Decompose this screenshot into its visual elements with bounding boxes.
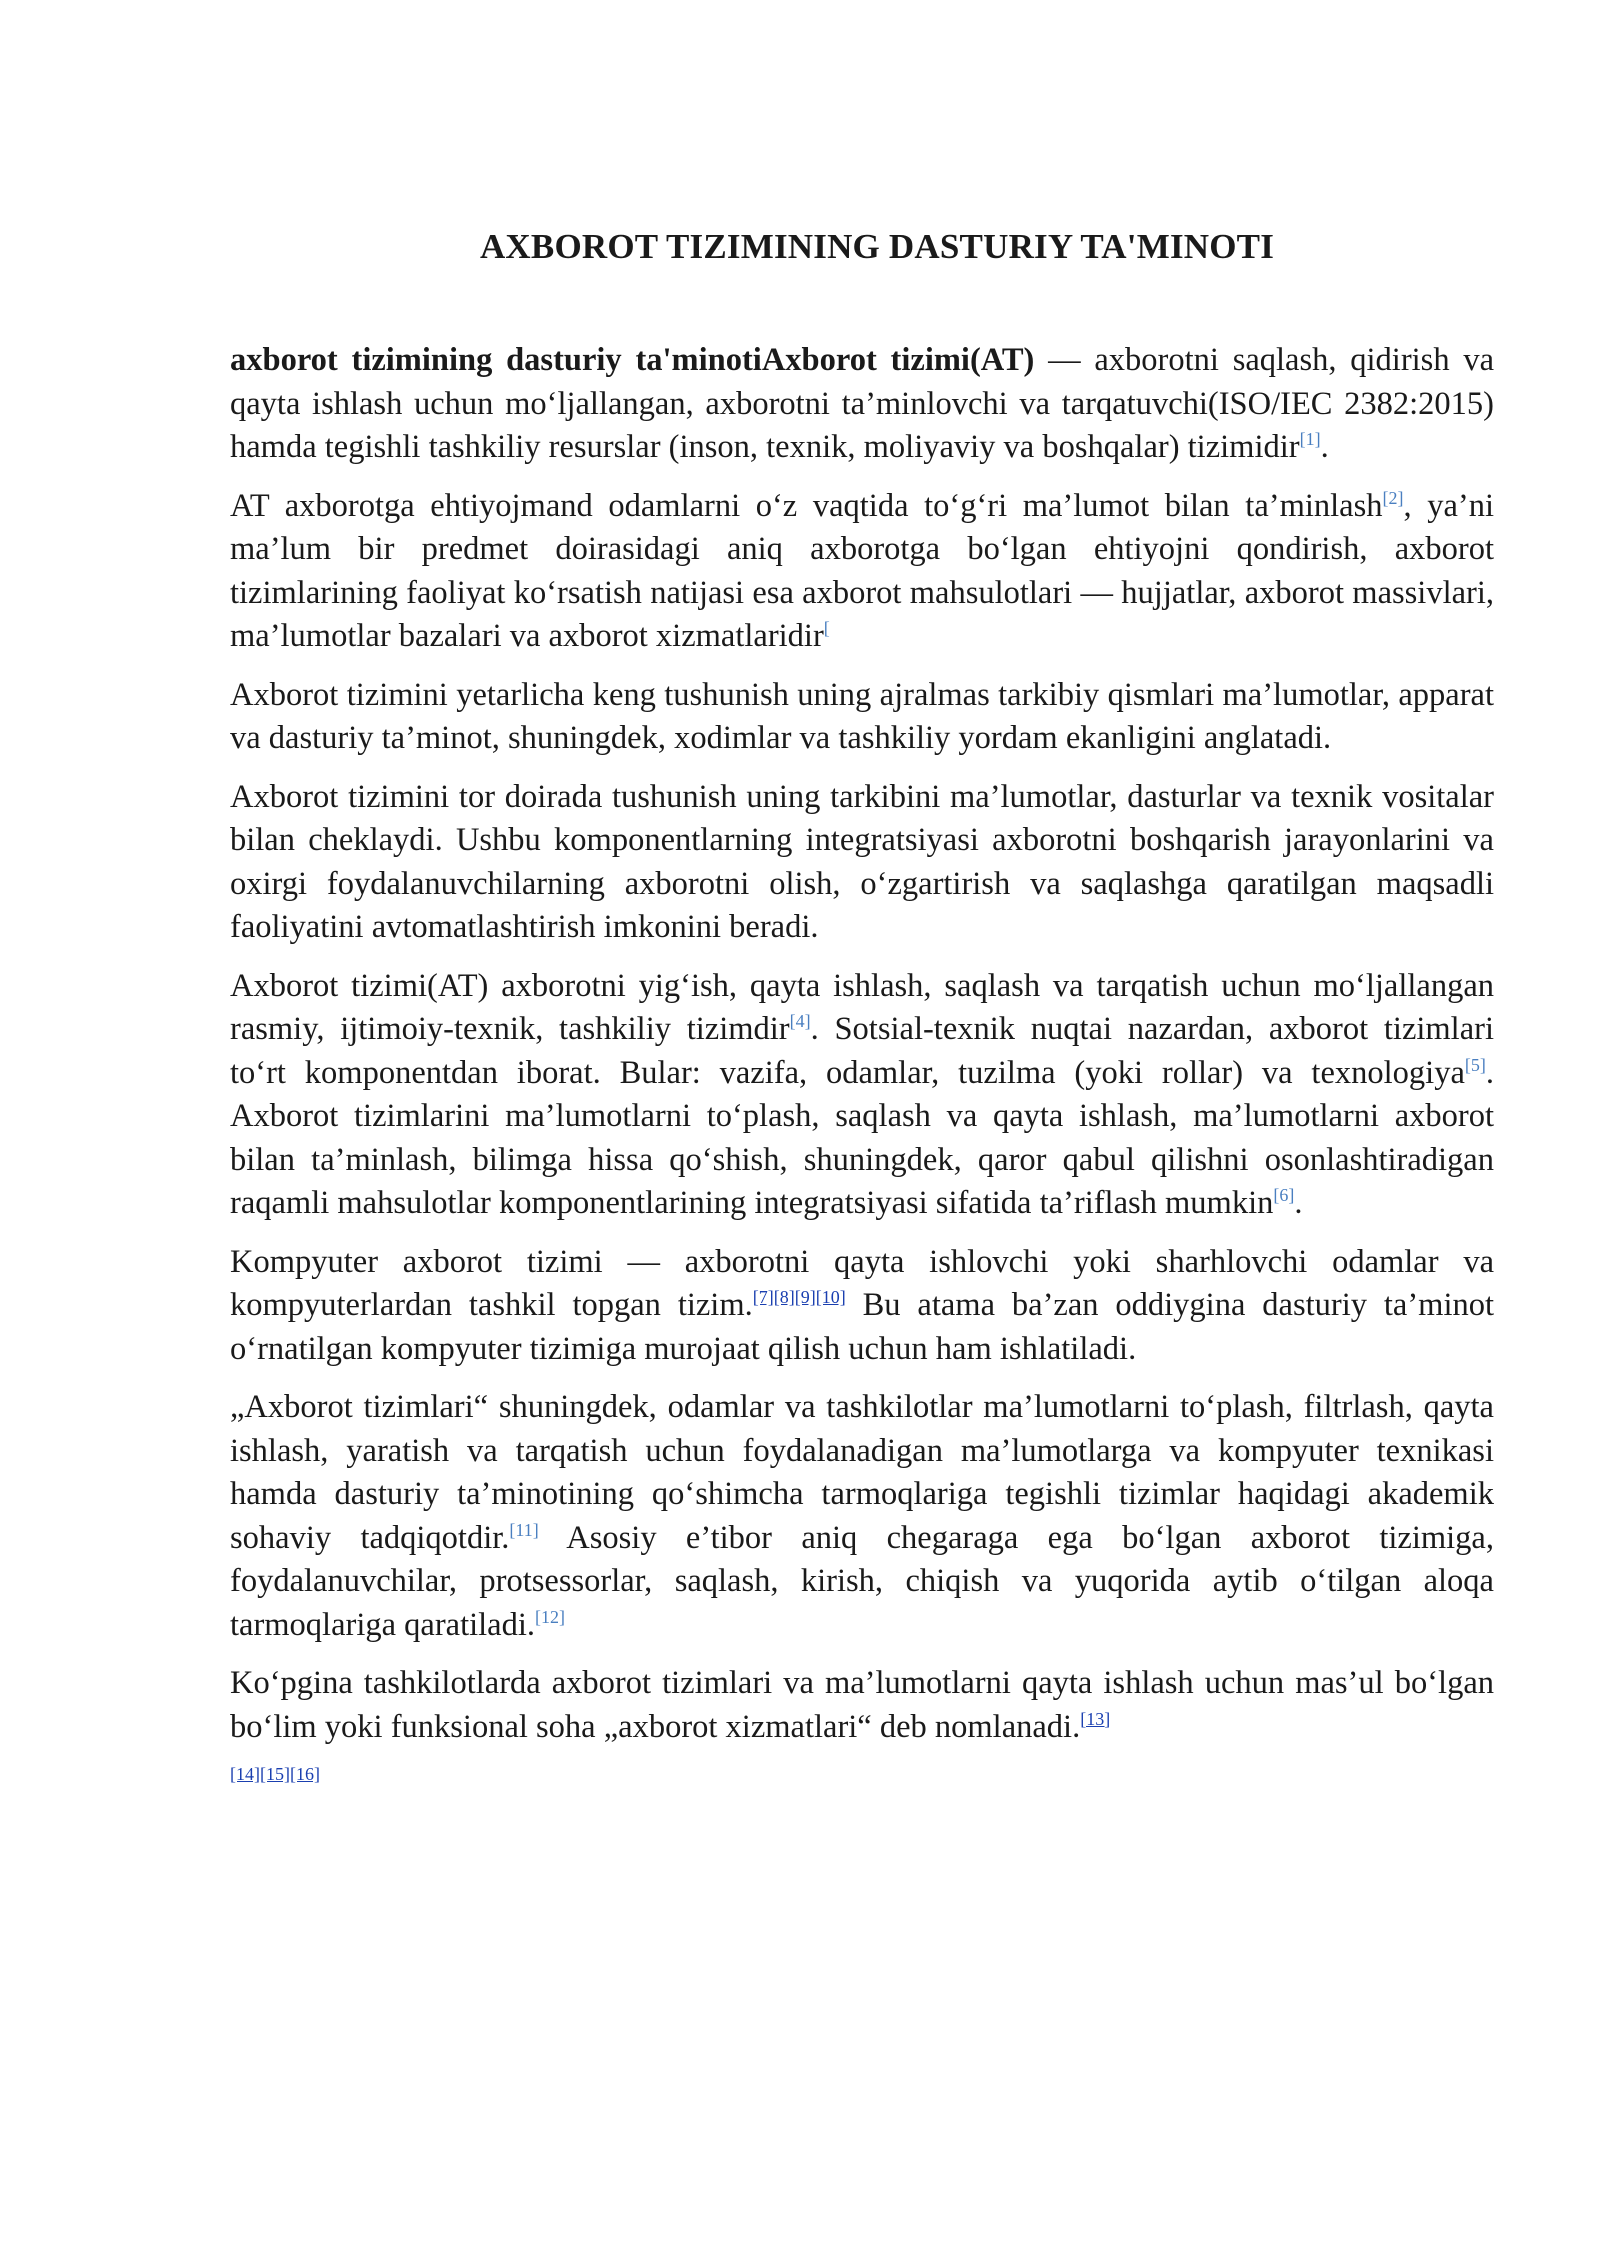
- paragraph-4: Axborot tizimini tor doirada tushunish uning tarkibini ma’lumotlar, dasturlar va texnik vositalar bilan cheklaydi. Ushbu komponentlarning integratsiyasi axborotni boshqarish jarayonlarini va oxirgi foydalanuvchilarning axborotni olish, o‘zgartirish va saqlashga qaratilgan maqsadli faoliyatini avtomatlashtirish imkonini beradi.: [230, 778, 1494, 945]
- footnote-ref-4[interactable]: [4]: [789, 1011, 811, 1032]
- footnote-ref-3[interactable]: [: [823, 618, 830, 639]
- paragraph-5: Axborot tizimi(AT) axborotni yig‘ish, qayta ishlash, saqlash va tarqatish uchun mo‘ljallangan rasmiy, ijtimoiy-texnik, tashkiliy tizimdir[4]. Sotsial-texnik nuqtai nazardan, axborot tizimlari to‘rt komponentdan iborat. Bular: vazifa, odamlar, tuzilma (yoki rollar) va texnologiya[5]. Axborot tizimlarini ma’lumotlarni to‘plash, saqlash va qayta ishlash, ma’lumotlarni axborot bilan ta’minlash, bilimga hissa qo‘shish, shuningdek, qaror qabul qilishni osonlashtiradigan raqamli mahsulotlar komponentlarining integratsiyasi sifatida ta’riflash mumkin[6].: [230, 967, 1494, 1221]
- footnote-links-14-16[interactable]: [14][15][16]: [230, 1764, 320, 1784]
- paragraph-8: Ko‘pgina tashkilotlarda axborot tizimlari va ma’lumotlarni qayta ishlash uchun mas’ul bo‘lgan bo‘lim yoki funksional soha „axborot xizmatlari“ deb nomlanadi.[13] [14][15][16]: [230, 1665, 1494, 1784]
- paragraph-2: AT axborotga ehtiyojmand odamlarni o‘z vaqtida to‘g‘ri ma’lumot bilan ta’minlash[2], ya’ni ma’lum bir predmet doirasidagi aniq axborotga bo‘lgan ehtiyojni qondirish, axborot tizimlarining faoliyat ko‘rsatish natijasi esa axborot mahsulotlari — hujjatlar, axborot massivlari, ma’lumotlar bazalari va axborot xizmatlaridir[: [230, 487, 1494, 654]
- footnote-ref-12[interactable]: [12]: [535, 1606, 566, 1627]
- paragraph-3: Axborot tizimini yetarlicha keng tushunish uning ajralmas tarkibiy qismlari ma’lumotlar, apparat va dasturiy ta’minot, shuningdek, xodimlar va tashkiliy yordam ekanligini anglatadi.: [230, 676, 1494, 756]
- footnote-ref-1[interactable]: [1]: [1299, 429, 1321, 450]
- footnote-link-13[interactable]: [13]: [1080, 1708, 1111, 1729]
- page-title: AXBOROT TIZIMINING DASTURIY TA'MINOTI: [479, 227, 1275, 266]
- bold-lead: axborot tizimining dasturiy ta'minotiAxborot tizimi(AT): [230, 342, 1035, 378]
- paragraph-1: axborot tizimining dasturiy ta'minotiAxborot tizimi(AT) — axborotni saqlash, qidirish va qayta ishlash uchun mo‘ljallangan, axborotni ta’minlovchi va tarqatuvchi(ISO/IEC 2382:2015) hamda tegishli tashkiliy resurslar (inson, texnik, moliyaviy va boshqalar) tizimidir[1].: [230, 342, 1495, 465]
- paragraph-6: Kompyuter axborot tizimi — axborotni qayta ishlovchi yoki sharhlovchi odamlar va kompyuterlardan tashkil topgan tizim.[7][8][9][10] Bu atama ba’zan oddiygina dasturiy ta’minot o‘rnatilgan kompyuter tizimiga murojaat qilish uchun ham ishlatiladi.: [230, 1243, 1495, 1367]
- paragraph-7: „Axborot tizimlari“ shuningdek, odamlar va tashkilotlar ma’lumotlarni to‘plash, filtrlash, qayta ishlash, yaratish va tarqatish uchun foydalanadigan ma’lumotlarga va kompyuter texnikasi hamda dasturiy ta’minotining qo‘shimcha tarmoqlariga tegishli tizimlar haqidagi akademik sohaviy tadqiqotdir.[11] Asosiy e’tibor aniq chegaraga ega bo‘lgan axborot tizimiga, foydalanuvchilar, protsessorlar, saqlash, kirish, chiqish va yuqorida aytib o‘tilgan aloqa tarmoqlariga qaratiladi.[12]: [230, 1389, 1494, 1643]
- footnote-ref-2[interactable]: [2]: [1382, 487, 1404, 508]
- footnote-ref-11[interactable]: [11]: [509, 1519, 539, 1540]
- footnote-ref-6[interactable]: [6]: [1273, 1185, 1295, 1206]
- footnote-ref-5[interactable]: [5]: [1464, 1054, 1486, 1075]
- footnote-links-7-10[interactable]: [7][8][9][10]: [752, 1287, 846, 1308]
